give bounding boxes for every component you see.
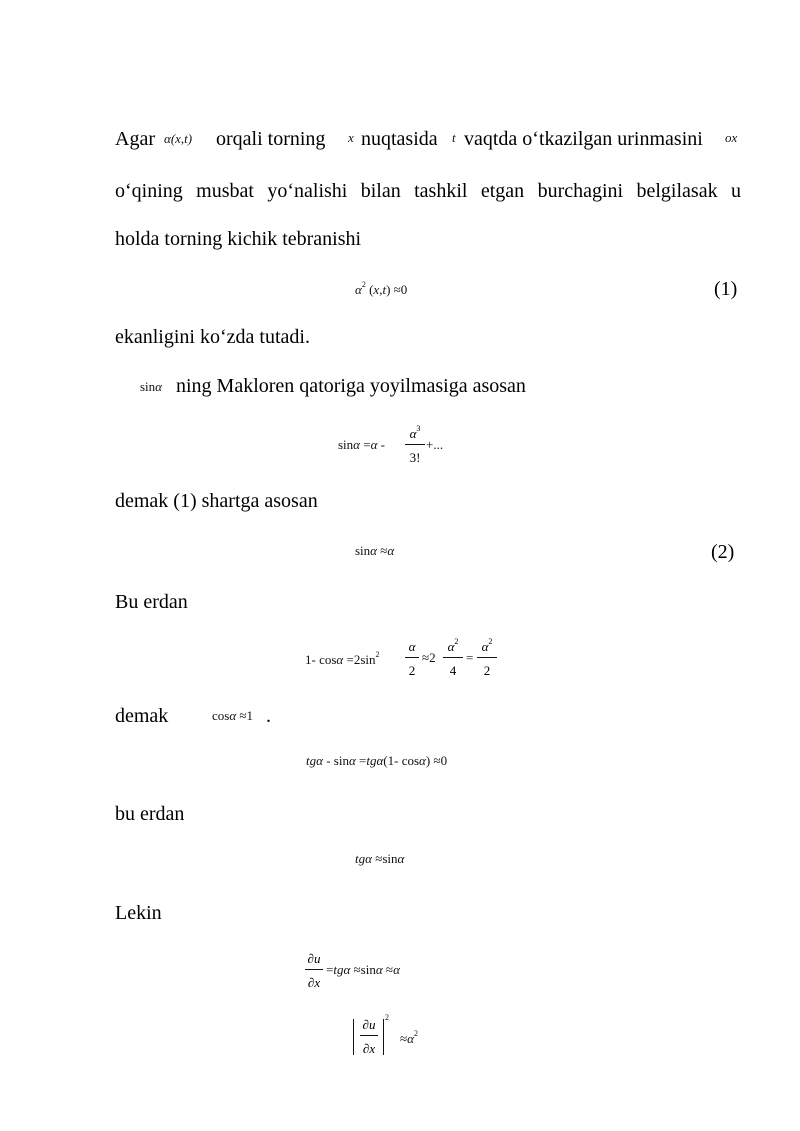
math-cos-approx: cosα ≈1 <box>212 708 254 723</box>
word: tashkil <box>414 180 468 202</box>
word-agar: Agar <box>115 128 155 150</box>
text-demak-2: demak <box>115 705 169 727</box>
math-alpha-xt: α(x,t) <box>164 131 193 146</box>
text-demak-1: demak (1) shartga asosan <box>115 490 318 512</box>
equation-2: sinα ≈α <box>355 543 395 558</box>
word: o‘qining <box>115 180 183 202</box>
text-vaqtda: vaqtda o‘tkazilgan urinmasini <box>464 128 703 150</box>
equation-number-2: (2) <box>711 541 735 563</box>
math-ox: ox <box>725 130 738 145</box>
text-lekin: Lekin <box>115 902 162 924</box>
word: burchagini <box>537 180 624 202</box>
word: belgilasak <box>636 180 718 202</box>
math-t: t <box>452 130 456 145</box>
text-makloren: ning Makloren qatoriga yoyilmasiga asosan <box>176 375 526 397</box>
text-bu-erdan-2: bu erdan <box>115 803 185 825</box>
text-nuqtasida: nuqtasida <box>361 128 438 150</box>
text-dot: . <box>266 705 271 727</box>
word: yo‘nalishi <box>267 180 348 202</box>
math-x: x <box>348 130 354 145</box>
word: musbat <box>196 180 254 202</box>
equation-1: $\alpha^2$ (x,t) ≈0 <box>355 280 408 297</box>
text-ekanligini: ekanligini ko‘zda tutadi. <box>115 326 310 348</box>
word: bilan <box>360 180 401 202</box>
word: u <box>730 180 741 202</box>
text-bu-erdan: Bu erdan <box>115 591 188 613</box>
equation-number-1: (1) <box>714 278 738 300</box>
para1-line3: holda torning kichik tebranishi <box>115 228 362 250</box>
text-orqali-torning: orqali torning <box>216 128 326 150</box>
para1-line2 <box>115 181 741 201</box>
math-sin-alpha: sinα <box>140 379 162 394</box>
word: etgan <box>480 180 525 202</box>
equation-tg: tgα - sinα =tgα(1- cosα) ≈0 <box>306 753 448 768</box>
equation-tg-2: tgα ≈sinα <box>355 851 405 866</box>
